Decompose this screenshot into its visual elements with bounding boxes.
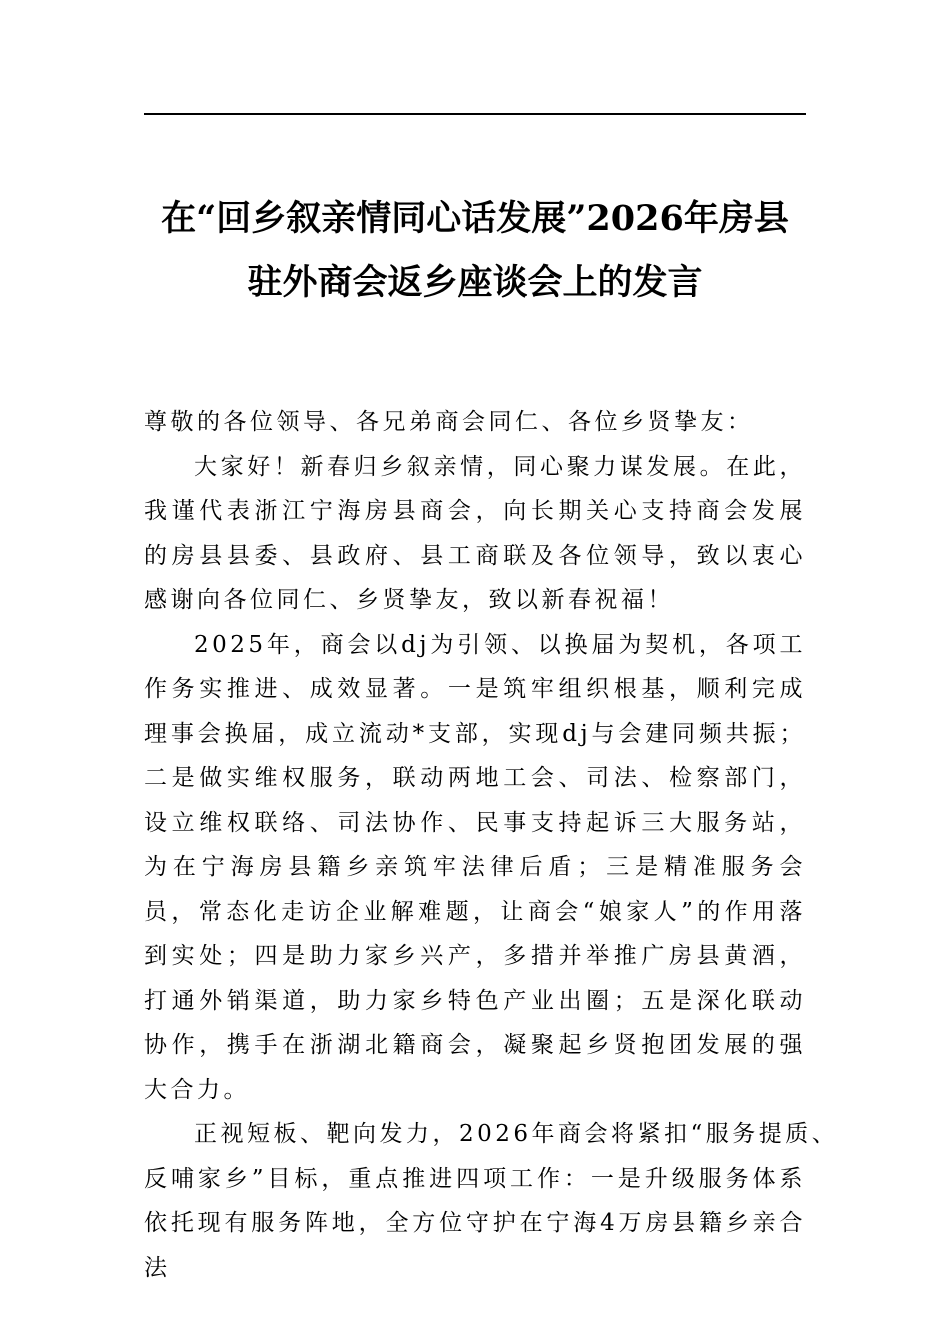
document-title-line-2: 驻外商会返乡座谈会上的发言 bbox=[247, 262, 703, 303]
paragraph-greeting: 大家好！新春归乡叙亲情，同心聚力谋发展。在此，我谨代表浙江宁海房县商会，向长期关心支持商会发展的房县县委、县政府、县工商联及各位领导，致以衷心感谢向各位同仁、乡贤挚友，致以新春祝福！ bbox=[144, 453, 806, 613]
salutation: 尊敬的各位领导、各兄弟商会同仁、各位乡贤挚友： bbox=[144, 409, 754, 435]
document-body bbox=[144, 400, 839, 1290]
paragraph-2025-review: 2025年，商会以dj为引领、以换届为契机，各项工作务实推进、成效显著。一是筑牢组织根基，顺利完成理事会换届，成立流动*支部，实现dj与会建同频共振；二是做实维权服务，联动两地工会、司法、检察部门，设立维权联络、司法协作、民事支持起诉三大服务站，为在宁海房县籍乡亲筑牢法律后盾；三是精准服务会员，常态化走访企业解难题，让商会“娘家人”的作用落到实处；四是助力家乡兴产，多措并举推广房县黄酒，打通外销渠道，助力家乡特色产业出圈；五是深化联动协作，携手在浙湖北籍商会，凝聚起乡贤抱团发展的强大合力。 bbox=[144, 631, 806, 1103]
paragraph-2026-plan: 反哺家乡”目标，重点推进四项工作：一是升级服务体系依托现有服务阵地，全方位守护在宁海4万房县籍乡亲合法 bbox=[144, 1165, 806, 1281]
document-title-line-1: 在“回乡叙亲情同心话发展”2026年房县 bbox=[161, 198, 789, 239]
paragraph-2026-plan-first-line: 正视短板、靶向发力，2026年商会将紧扣“服务提质、 bbox=[194, 1121, 839, 1147]
header-rule bbox=[144, 113, 806, 115]
